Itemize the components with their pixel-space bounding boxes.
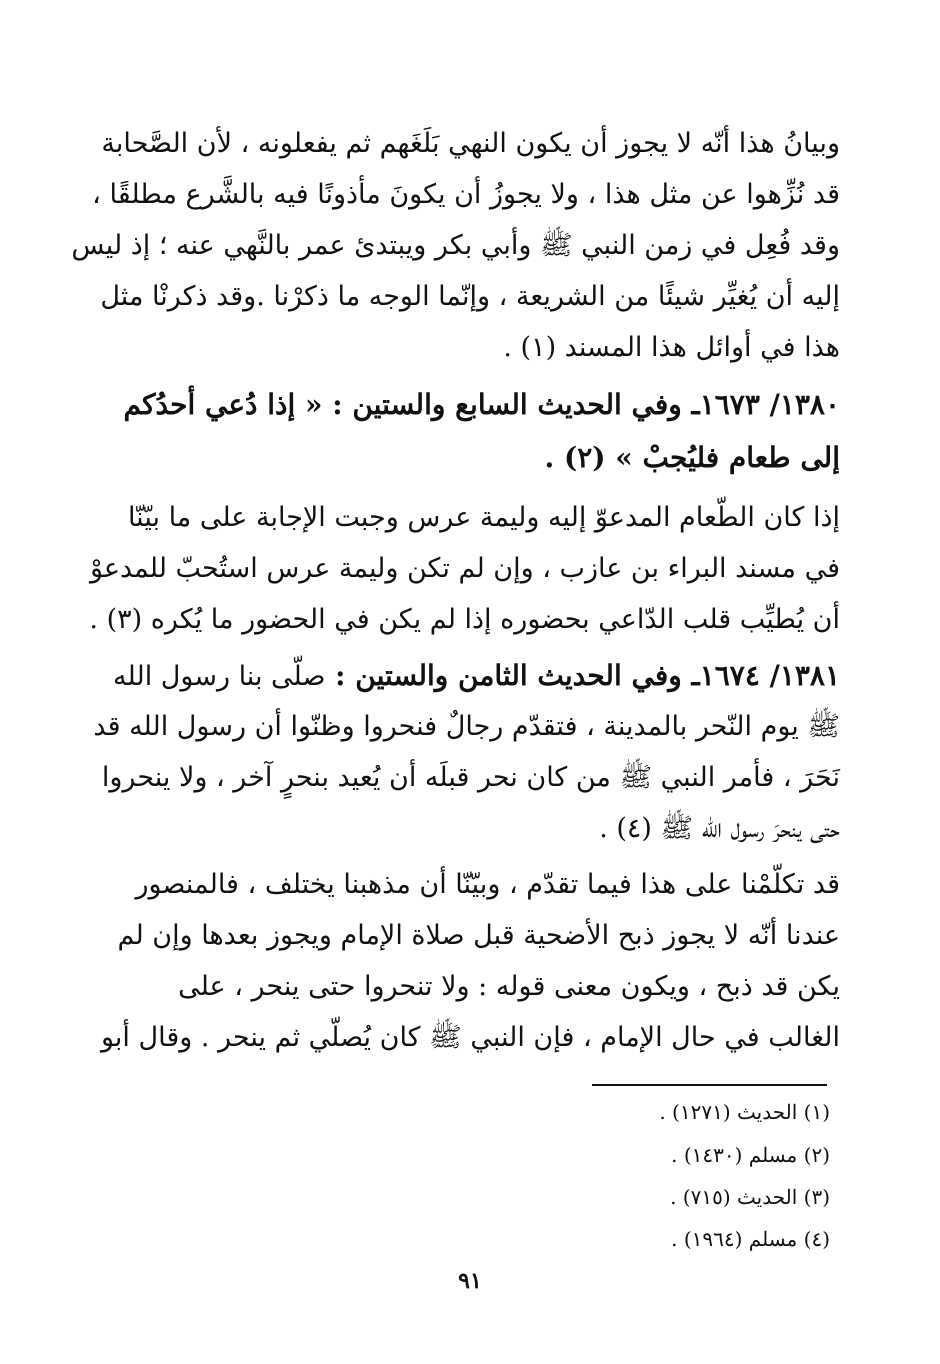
body-line: الغالب في حال الإمام ، فإن النبي ﷺ كان يُصلّي ثم ينحر . وقال أبو bbox=[100, 1022, 840, 1053]
body-line: إذا كان الطّعام المدعوّ إليه وليمة عرس وجبت الإجابة على ما بيّنّا bbox=[127, 502, 840, 533]
footnote: (٤) مسلم (١٩٦٤) . bbox=[671, 1227, 830, 1251]
body-line: أن يُطيِّب قلب الدّاعي بحضوره إذا لم يكن في الحضور ما يُكره (٣) . bbox=[89, 604, 840, 635]
body-line: في مسند البراء بن عازب ، وإن لم تكن وليمة عرس استُحبّ للمدعوْ bbox=[89, 553, 840, 584]
body-line: نَحَرَ ، فأمر النبي ﷺ من كان نحر قبلَه أن يُعيد بنحرٍ آخر ، ولا ينحروا bbox=[101, 762, 840, 793]
footnote-divider bbox=[592, 1084, 827, 1086]
body-line: إليه أن يُغيِّر شيئًا من الشريعة ، وإنّما الوجه ما ذكرْنا .وقد ذكرنْا مثل bbox=[100, 281, 840, 312]
footnote: (١) الحديث (١٢٧١) . bbox=[659, 1100, 830, 1124]
body-line: قد تكلّمْنا على هذا فيما تقدّم ، وبيّنّا أن مذهبنا يختلف ، فالمنصور bbox=[135, 869, 840, 900]
hadith-heading: إلى طعام فليُجبْ » (٢) . bbox=[544, 441, 840, 474]
footnote: (٢) مسلم (١٤٣٠) . bbox=[671, 1143, 830, 1167]
hadith-line bbox=[105, 656, 840, 697]
body-line: وقد فُعِل في زمن النبي ﷺ وأبي بكر ويبتدئ عمر بالنَّهي عنه ؛ إذ ليس bbox=[71, 230, 840, 261]
body-line: يكن قد ذبح ، ويكون معنى قوله : ولا تنحروا حتى ينحر ، على bbox=[178, 971, 840, 1002]
hadith-text: صلّى بنا رسول الله bbox=[113, 661, 326, 692]
body-line: عندنا أنّه لا يجوز ذبح الأضحية قبل صلاة الإمام ويجوز بعدها وإن لم bbox=[117, 920, 840, 951]
body-line: هذا في أوائل هذا المسند (١) . bbox=[503, 332, 840, 363]
body-line: حتى ينحرَ رسول الله ﷺ (٤) . bbox=[599, 813, 840, 844]
page-number: ٩١ bbox=[458, 1268, 482, 1294]
body-line: قد نُزِّهوا عن مثل هذا ، ولا يجوزُ أن يكونَ مأذونًا فيه بالشَّرع مطلقًا ، bbox=[92, 179, 840, 210]
body-line: وبيانُ هذا أنّه لا يجوز أن يكون النهي بَلَغَهم ثم يفعلونه ، لأن الصَّحابة bbox=[101, 128, 840, 159]
hadith-heading: ١٣٨١/ ١٦٧٤ـ وفي الحديث الثامن والستين : bbox=[325, 659, 840, 692]
body-line: ﷺ يوم النّحر بالمدينة ، فتقدّم رجالٌ فنحروا وظنّوا أن رسول الله قد bbox=[93, 711, 840, 742]
hadith-heading: ١٣٨٠/ ١٦٧٣ـ وفي الحديث السابع والستين : « إذا دُعي أحدُكم bbox=[123, 388, 840, 421]
footnote: (٣) الحديث (٧١٥) . bbox=[670, 1185, 830, 1209]
